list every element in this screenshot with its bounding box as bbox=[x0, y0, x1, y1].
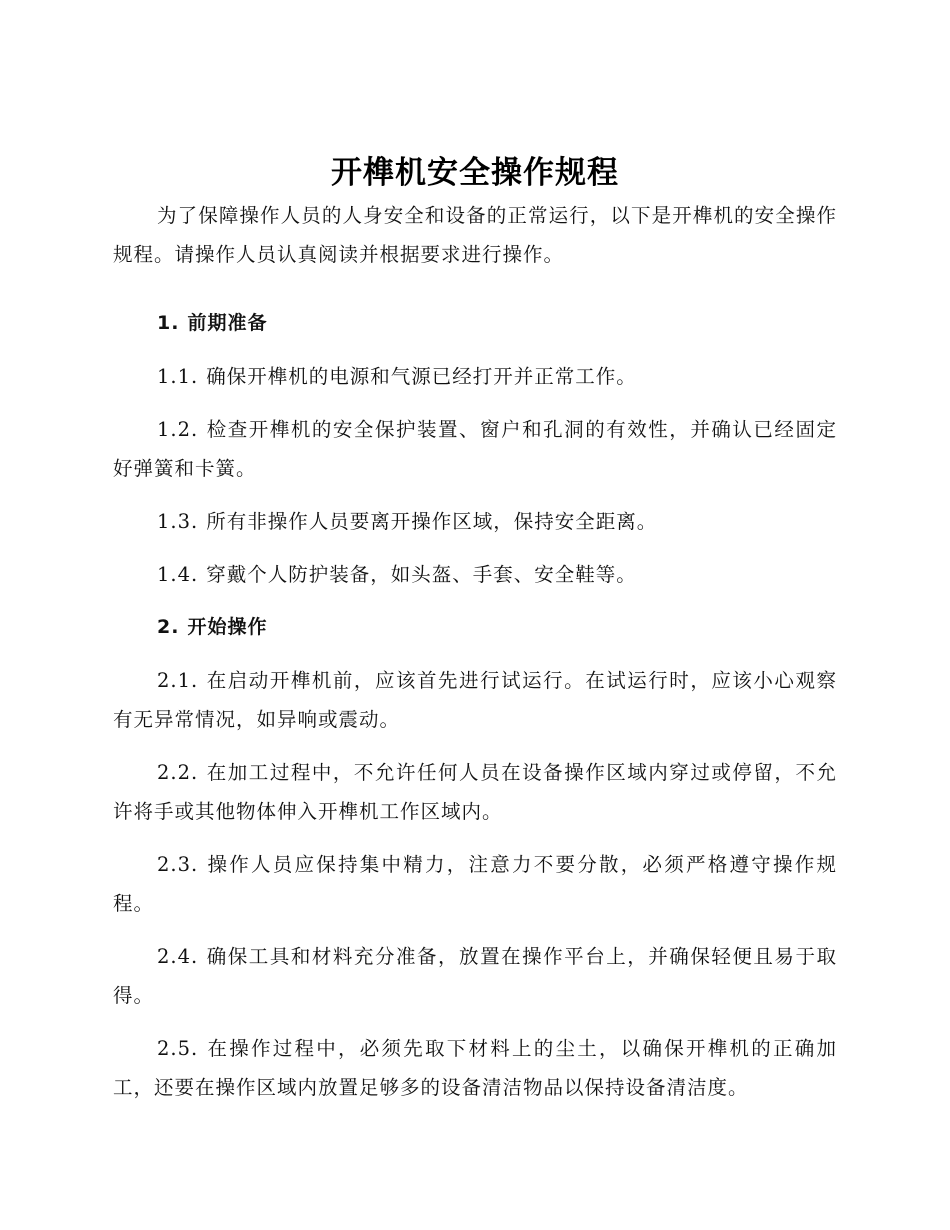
section-number: 2. bbox=[157, 616, 180, 638]
section-title: 开始操作 bbox=[187, 616, 268, 638]
list-item bbox=[113, 845, 837, 923]
intro-paragraph: 为了保障操作人员的人身安全和设备的正常运行，以下是开榫机的安全操作规程。请操作人员认真阅读并根据要求进行操作。 bbox=[113, 204, 837, 266]
item-text: 在操作过程中，必须先取下材料上的尘土，以确保开榫机的正确加工，还要在操作区域内放置足够多的设备清洁物品以保持设备清洁度。 bbox=[113, 1037, 837, 1099]
list-item bbox=[113, 753, 837, 831]
document-title: 开榫机安全操作规程 bbox=[331, 155, 619, 191]
item-text: 确保工具和材料充分准备，放置在操作平台上，并确保轻便且易于取得。 bbox=[113, 945, 837, 1007]
list-item bbox=[113, 661, 837, 739]
item-text: 确保开榫机的电源和气源已经打开并正常工作。 bbox=[206, 365, 637, 388]
section-title: 前期准备 bbox=[187, 312, 268, 334]
list-item bbox=[113, 555, 837, 594]
item-number: 2.4. bbox=[157, 945, 199, 968]
list-item bbox=[113, 937, 837, 1015]
item-number: 2.2. bbox=[157, 761, 199, 784]
list-item bbox=[113, 1029, 837, 1107]
item-text: 穿戴个人防护装备，如头盔、手套、安全鞋等。 bbox=[206, 563, 637, 586]
item-number: 1.1. bbox=[157, 365, 199, 388]
section-number: 1. bbox=[157, 312, 180, 334]
list-item bbox=[113, 502, 837, 541]
item-text: 所有非操作人员要离开操作区域，保持安全距离。 bbox=[206, 510, 658, 533]
item-number: 1.4. bbox=[157, 563, 199, 586]
item-number: 2.1. bbox=[157, 669, 199, 692]
item-text: 在启动开榫机前，应该首先进行试运行。在试运行时，应该小心观察有无异常情况，如异响或震动。 bbox=[113, 669, 837, 731]
item-number: 1.2. bbox=[157, 418, 199, 441]
section-heading-1 bbox=[113, 304, 837, 343]
item-text: 操作人员应保持集中精力，注意力不要分散，必须严格遵守操作规程。 bbox=[113, 853, 837, 915]
item-text: 在加工过程中，不允许任何人员在设备操作区域内穿过或停留，不允许将手或其他物体伸入开榫机工作区域内。 bbox=[113, 761, 837, 823]
section-heading-2 bbox=[113, 608, 837, 647]
item-number: 1.3. bbox=[157, 510, 199, 533]
item-number: 2.3. bbox=[157, 853, 199, 876]
item-number: 2.5. bbox=[157, 1037, 199, 1060]
list-item bbox=[113, 357, 837, 396]
item-text: 检查开榫机的安全保护装置、窗户和孔洞的有效性，并确认已经固定好弹簧和卡簧。 bbox=[113, 418, 837, 480]
document-body bbox=[113, 196, 837, 1121]
list-item bbox=[113, 410, 837, 488]
